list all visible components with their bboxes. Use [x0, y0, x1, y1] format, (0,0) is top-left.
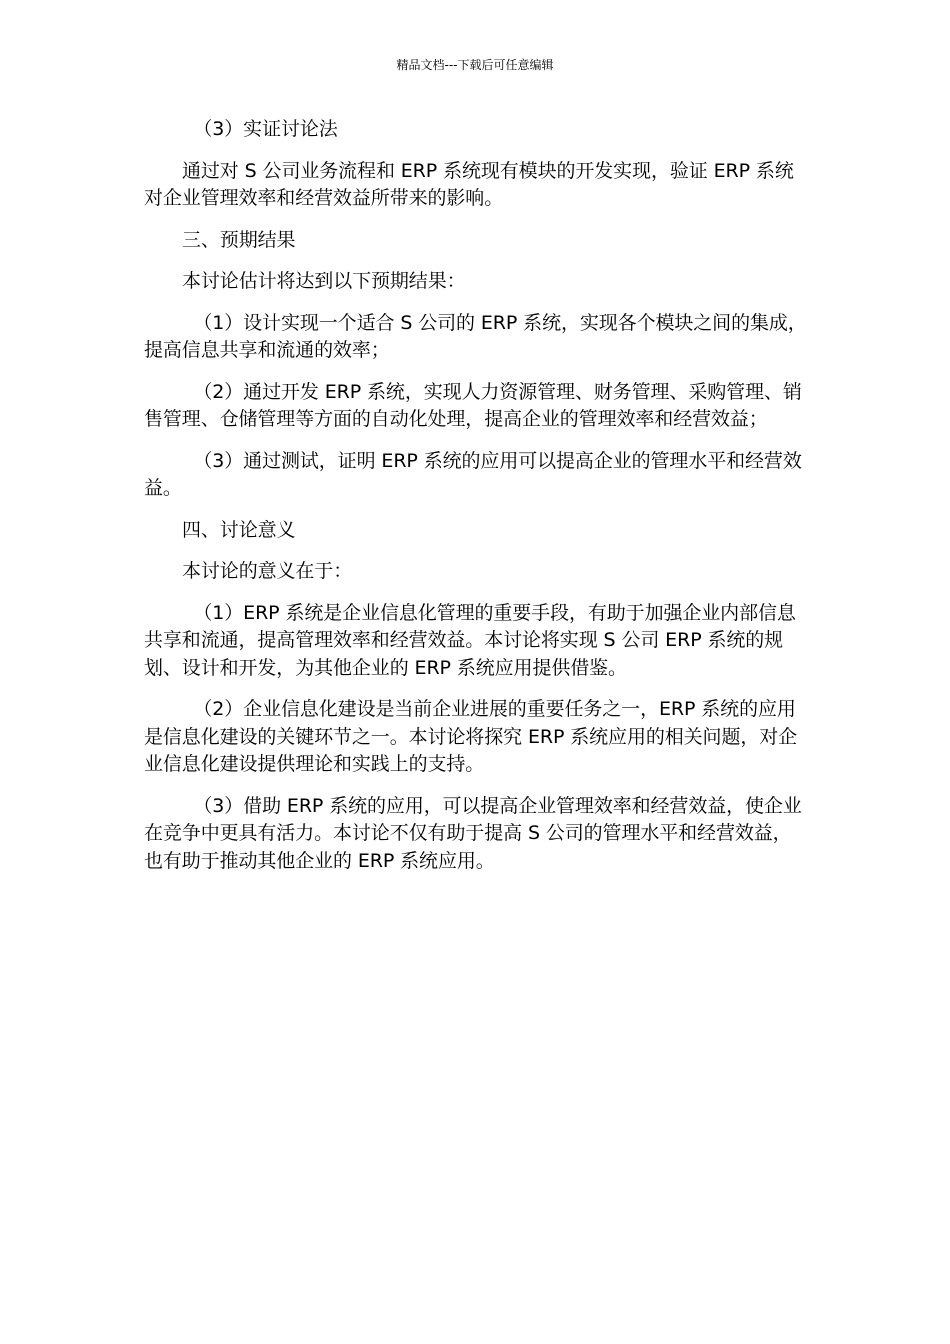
- paragraph-significance-2: （2）企业信息化建设是当前企业进展的重要任务之一，ERP 系统的应用是信息化建设的关键环节之一。本讨论将探究 ERP 系统应用的相关问题，对企业信息化建设提供理论和实践上的支持。: [144, 698, 798, 775]
- paragraph-result-2: （2）通过开发 ERP 系统，实现人力资源管理、财务管理、采购管理、销售管理、仓储管理等方面的自动化处理，提高企业的管理效率和经营效益；: [144, 380, 802, 430]
- paragraph-method-3: （3）实证讨论法: [193, 118, 338, 140]
- paragraph-significance-intro: 本讨论的意义在于：: [182, 560, 353, 582]
- section-heading-expected-results: 三、预期结果: [182, 228, 296, 251]
- paragraph-method-3-desc: 通过对 S 公司业务流程和 ERP 系统现有模块的开发实现，验证 ERP 系统对企业管理效率和经营效益所带来的影响。: [144, 159, 794, 209]
- paragraph-significance-1: （1）ERP 系统是企业信息化管理的重要手段，有助于加强企业内部信息共享和流通，提高管理效率和经营效益。本讨论将实现 S 公司 ERP 系统的规划、设计和开发，为其他企业的 ERP 系统应用提供借鉴。: [144, 601, 796, 679]
- page-header: 精品文档---下载后可任意编辑: [396, 58, 554, 72]
- paragraph-result-1: （1）设计实现一个适合 S 公司的 ERP 系统，实现各个模块之间的集成，提高信息共享和流通的效率；: [144, 311, 807, 361]
- section-heading-significance: 四、讨论意义: [182, 518, 296, 541]
- paragraph-result-3: （3）通过测试，证明 ERP 系统的应用可以提高企业的管理水平和经营效益。: [144, 449, 802, 499]
- paragraph-results-intro: 本讨论估计将达到以下预期结果：: [182, 270, 466, 292]
- paragraph-significance-3: （3）借助 ERP 系统的应用，可以提高企业管理效率和经营效益，使企业在竞争中更具有活力。本讨论不仅有助于提高 S 公司的管理水平和经营效益，也有助于推动其他企业的 ERP 系统应用。: [144, 794, 802, 872]
- document-body: [144, 116, 809, 875]
